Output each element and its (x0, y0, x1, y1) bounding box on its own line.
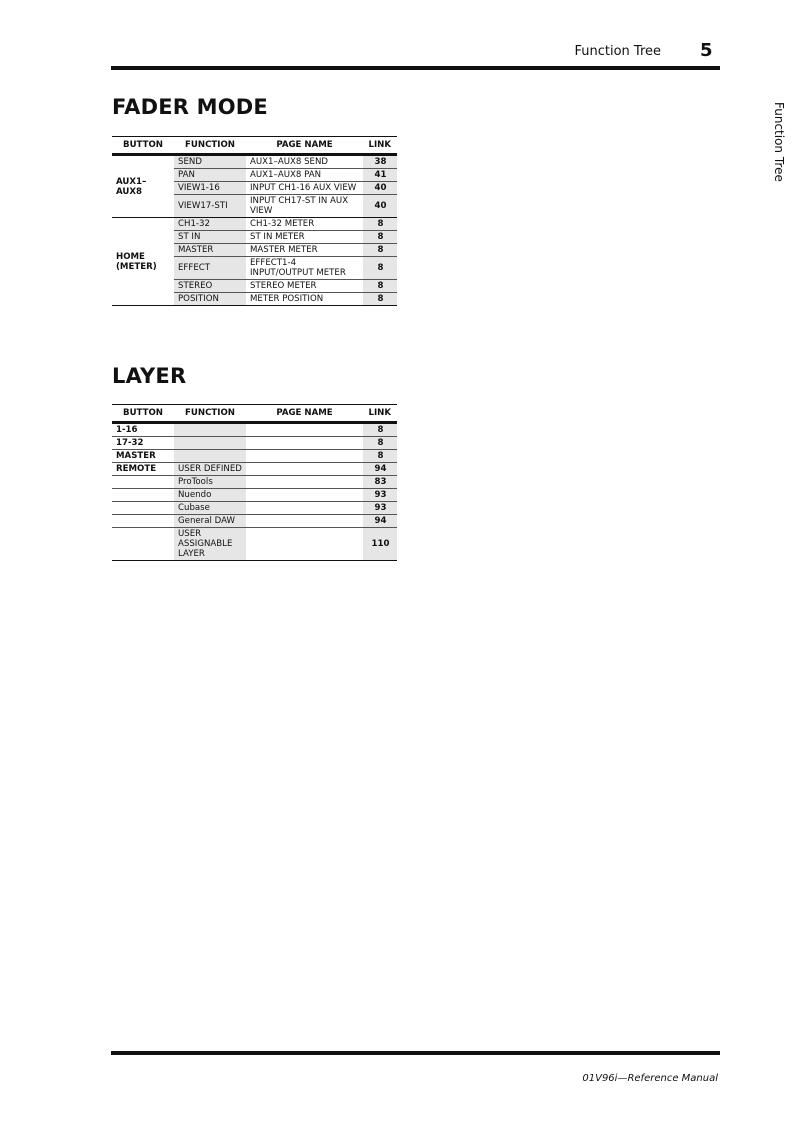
button-name-cell: REMOTE (112, 463, 174, 476)
page-number: 5 (700, 40, 713, 61)
page-name-cell: AUX1–AUX8 SEND (246, 155, 363, 169)
layer-heading: LAYER (112, 364, 187, 388)
function-cell: STEREO (174, 280, 246, 293)
table-row (112, 155, 397, 169)
page-name-cell: INPUT CH17-ST IN AUX VIEW (246, 195, 363, 218)
function-cell (174, 437, 246, 450)
button-name-cell: HOME (METER) (112, 218, 174, 306)
link-page-cell: 93 (363, 489, 397, 502)
table-header-row (112, 405, 397, 423)
link-page-cell: 94 (363, 463, 397, 476)
table-row (112, 437, 397, 450)
button-name-cell (112, 515, 174, 528)
column-header-page-name: PAGE NAME (246, 405, 363, 423)
page-name-cell: METER POSITION (246, 293, 363, 306)
page-header-title: Function Tree (574, 44, 661, 59)
page-name-cell (246, 515, 363, 528)
column-header-button: BUTTON (112, 405, 174, 423)
function-cell (174, 423, 246, 437)
table-row (112, 515, 397, 528)
page-name-cell (246, 423, 363, 437)
column-header-page-name: PAGE NAME (246, 137, 363, 155)
page-name-cell (246, 450, 363, 463)
function-cell: ST IN (174, 231, 246, 244)
function-cell: EFFECT (174, 257, 246, 280)
side-section-tab: Function Tree (772, 102, 786, 182)
function-cell (174, 450, 246, 463)
link-page-cell: 8 (363, 244, 397, 257)
footer-rule (111, 1051, 720, 1055)
page-name-cell (246, 528, 363, 561)
table-row (112, 463, 397, 476)
function-cell: VIEW1-16 (174, 182, 246, 195)
fader-mode-heading: FADER MODE (112, 95, 268, 119)
table-header-row (112, 137, 397, 155)
link-page-cell: 83 (363, 476, 397, 489)
column-header-function: FUNCTION (174, 137, 246, 155)
function-cell: PAN (174, 169, 246, 182)
link-page-cell: 94 (363, 515, 397, 528)
table-row (112, 528, 397, 561)
link-page-cell: 8 (363, 423, 397, 437)
function-cell: POSITION (174, 293, 246, 306)
link-page-cell: 8 (363, 218, 397, 231)
page-name-cell (246, 489, 363, 502)
link-page-cell: 93 (363, 502, 397, 515)
page-name-cell: INPUT CH1-16 AUX VIEW (246, 182, 363, 195)
link-page-cell: 8 (363, 293, 397, 306)
page-name-cell: STEREO METER (246, 280, 363, 293)
column-header-link: LINK (363, 137, 397, 155)
table-row (112, 450, 397, 463)
button-name-cell (112, 476, 174, 489)
table-row (112, 502, 397, 515)
button-name-cell: MASTER (112, 450, 174, 463)
link-page-cell: 8 (363, 450, 397, 463)
column-header-button: BUTTON (112, 137, 174, 155)
footer-manual-title: 01V96i—Reference Manual (582, 1073, 718, 1084)
header-rule (111, 66, 720, 70)
function-cell: Cubase (174, 502, 246, 515)
link-page-cell: 8 (363, 437, 397, 450)
button-name-cell (112, 489, 174, 502)
link-page-cell: 8 (363, 231, 397, 244)
function-cell: USER ASSIGNABLE LAYER (174, 528, 246, 561)
button-name-cell (112, 502, 174, 515)
link-page-cell: 38 (363, 155, 397, 169)
function-cell: USER DEFINED (174, 463, 246, 476)
page-name-cell: EFFECT1-4 INPUT/OUTPUT METER (246, 257, 363, 280)
button-name-cell: AUX1– AUX8 (112, 155, 174, 218)
page-name-cell: ST IN METER (246, 231, 363, 244)
link-page-cell: 8 (363, 257, 397, 280)
link-page-cell: 40 (363, 195, 397, 218)
link-page-cell: 110 (363, 528, 397, 561)
function-cell: VIEW17-STI (174, 195, 246, 218)
function-cell: SEND (174, 155, 246, 169)
column-header-function: FUNCTION (174, 405, 246, 423)
page-name-cell (246, 476, 363, 489)
table-row (112, 218, 397, 231)
button-name-cell: 17-32 (112, 437, 174, 450)
layer-table (112, 404, 397, 561)
link-page-cell: 41 (363, 169, 397, 182)
function-cell: ProTools (174, 476, 246, 489)
page-name-cell: CH1-32 METER (246, 218, 363, 231)
function-cell: General DAW (174, 515, 246, 528)
function-cell: Nuendo (174, 489, 246, 502)
table-row (112, 476, 397, 489)
page-name-cell (246, 437, 363, 450)
function-cell: CH1-32 (174, 218, 246, 231)
link-page-cell: 40 (363, 182, 397, 195)
table-row (112, 423, 397, 437)
column-header-link: LINK (363, 405, 397, 423)
link-page-cell: 8 (363, 280, 397, 293)
button-name-cell: 1-16 (112, 423, 174, 437)
function-cell: MASTER (174, 244, 246, 257)
table-row (112, 489, 397, 502)
fader-mode-table (112, 136, 397, 306)
button-name-cell (112, 528, 174, 561)
page-name-cell (246, 463, 363, 476)
page-name-cell: AUX1–AUX8 PAN (246, 169, 363, 182)
page-name-cell: MASTER METER (246, 244, 363, 257)
page-name-cell (246, 502, 363, 515)
